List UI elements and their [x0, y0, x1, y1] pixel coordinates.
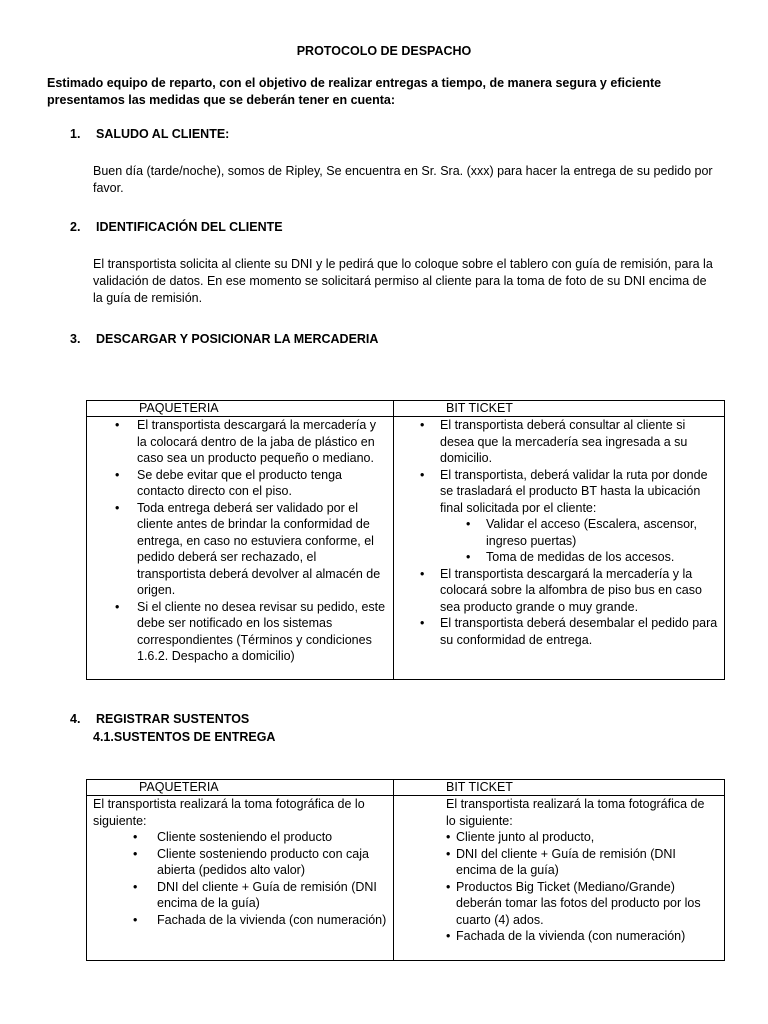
- section-4-heading: [70, 711, 249, 728]
- list-item: • Se debe evitar que el producto tenga contacto directo con el piso.: [93, 467, 387, 500]
- table-header-row: [87, 780, 725, 796]
- list-item: • DNI del cliente + Guía de remisión (DNI encima de la guía): [93, 879, 387, 912]
- table-despacho: [86, 400, 725, 680]
- section-2-heading: [70, 219, 283, 236]
- bit-ticket-list: [446, 829, 714, 945]
- section-1-title: SALUDO AL CLIENTE:: [96, 127, 230, 141]
- header-bit-ticket: BIT TICKET: [394, 401, 725, 417]
- list-item: • El transportista descargará la mercadería y la colocará dentro de la jaba de plástico en caso sea un producto pequeño o mediano.: [93, 417, 387, 467]
- list-item: • Fachada de la vivienda (con numeración): [93, 912, 387, 929]
- paqueteria-intro: El transportista realizará la toma fotográfica de lo siguiente:: [93, 797, 365, 828]
- bit-ticket-cell: [394, 417, 725, 680]
- paqueteria-cell: [87, 796, 394, 961]
- list-item: • El transportista, deberá validar la ruta por donde se trasladará el producto BT hasta la ubicación final solicitada por el cliente:: [400, 467, 718, 517]
- section-3-heading: [70, 331, 378, 348]
- list-item: • Cliente sosteniendo el producto: [93, 829, 387, 846]
- section-1-number: 1.: [70, 127, 81, 141]
- section-3-title: DESCARGAR Y POSICIONAR LA MERCADERIA: [96, 332, 379, 346]
- section-4-number: 4.: [70, 712, 81, 726]
- section-4-1-title: SUSTENTOS DE ENTREGA: [113, 730, 276, 744]
- header-paqueteria: PAQUETERIA: [87, 401, 394, 417]
- list-item: • Fachada de la vivienda (con numeración): [446, 928, 714, 945]
- table-body-row: [87, 796, 725, 961]
- list-item: • Cliente sosteniendo producto con caja abierta (pedidos alto valor): [93, 846, 387, 879]
- bit-ticket-list: [400, 417, 718, 516]
- bit-ticket-sublist: [400, 516, 718, 566]
- section-1-heading: [70, 126, 229, 143]
- table-header-row: [87, 401, 725, 417]
- list-item: • Si el cliente no desea revisar su pedido, este debe ser notificado en los sistemas correspondientes (Términos y condiciones 1.6.2. Despacho a domicilio): [93, 599, 387, 665]
- section-3-number: 3.: [70, 332, 81, 346]
- list-item: • Cliente junto al producto,: [446, 829, 714, 846]
- table-body-row: [87, 417, 725, 680]
- paqueteria-list: [93, 417, 387, 665]
- section-2-number: 2.: [70, 220, 81, 234]
- bit-ticket-list-continued: [400, 566, 718, 649]
- section-4-title: REGISTRAR SUSTENTOS: [96, 712, 250, 726]
- section-2-title: IDENTIFICACIÓN DEL CLIENTE: [96, 220, 283, 234]
- list-item: • El transportista descargará la mercadería y la colocará sobre la alfombra de piso bus en caso sea producto grande o muy grande.: [400, 566, 718, 616]
- header-bit-ticket: BIT TICKET: [394, 780, 725, 796]
- list-item: • Validar el acceso (Escalera, ascensor, ingreso puertas): [400, 516, 718, 549]
- section-2-text: El transportista solicita al cliente su DNI y le pedirá que lo coloque sobre el tablero con guía de remisión, para la validación de datos. En ese momento se solicitará permiso al cliente para la toma de foto de su DNI encima de la guía de remisión.: [93, 257, 713, 305]
- bit-ticket-cell: [394, 796, 725, 961]
- section-4-1-number: 4.1.: [93, 730, 114, 744]
- list-item: • El transportista deberá desembalar el pedido para su conformidad de entrega.: [400, 615, 718, 648]
- intro-paragraph: Estimado equipo de reparto, con el objetivo de realizar entregas a tiempo, de manera segura y eficiente presentamos las medidas que se deberán tener en cuenta:: [47, 76, 662, 107]
- list-item: • El transportista deberá consultar al cliente si desea que la mercadería sea ingresada a su domicilio.: [400, 417, 718, 467]
- section-1-text: Buen día (tarde/noche), somos de Ripley, Se encuentra en Sr. Sra. (xxx) para hacer la entrega de su pedido por favor.: [93, 164, 713, 195]
- list-item: • Productos Big Ticket (Mediano/Grande) deberán tomar las fotos del producto por los cuarto (4) ados.: [446, 879, 714, 929]
- document-title: PROTOCOLO DE DESPACHO: [296, 44, 472, 58]
- table-sustentos: [86, 779, 725, 961]
- list-item: • Toda entrega deberá ser validado por el cliente antes de brindar la conformidad de entrega, en caso no estuviera conforme, el pedido deberá ser rechazado, el transportista deberá devolver al almacén de origen.: [93, 500, 387, 599]
- bit-ticket-intro: El transportista realizará la toma fotográfica de lo siguiente:: [446, 797, 705, 828]
- list-item: • Toma de medidas de los accesos.: [400, 549, 718, 566]
- paqueteria-cell: [87, 417, 394, 680]
- paqueteria-list: [93, 829, 387, 928]
- header-paqueteria: PAQUETERIA: [87, 780, 394, 796]
- list-item: • DNI del cliente + Guía de remisión (DNI encima de la guía): [446, 846, 714, 879]
- section-4-1-heading: [93, 729, 275, 746]
